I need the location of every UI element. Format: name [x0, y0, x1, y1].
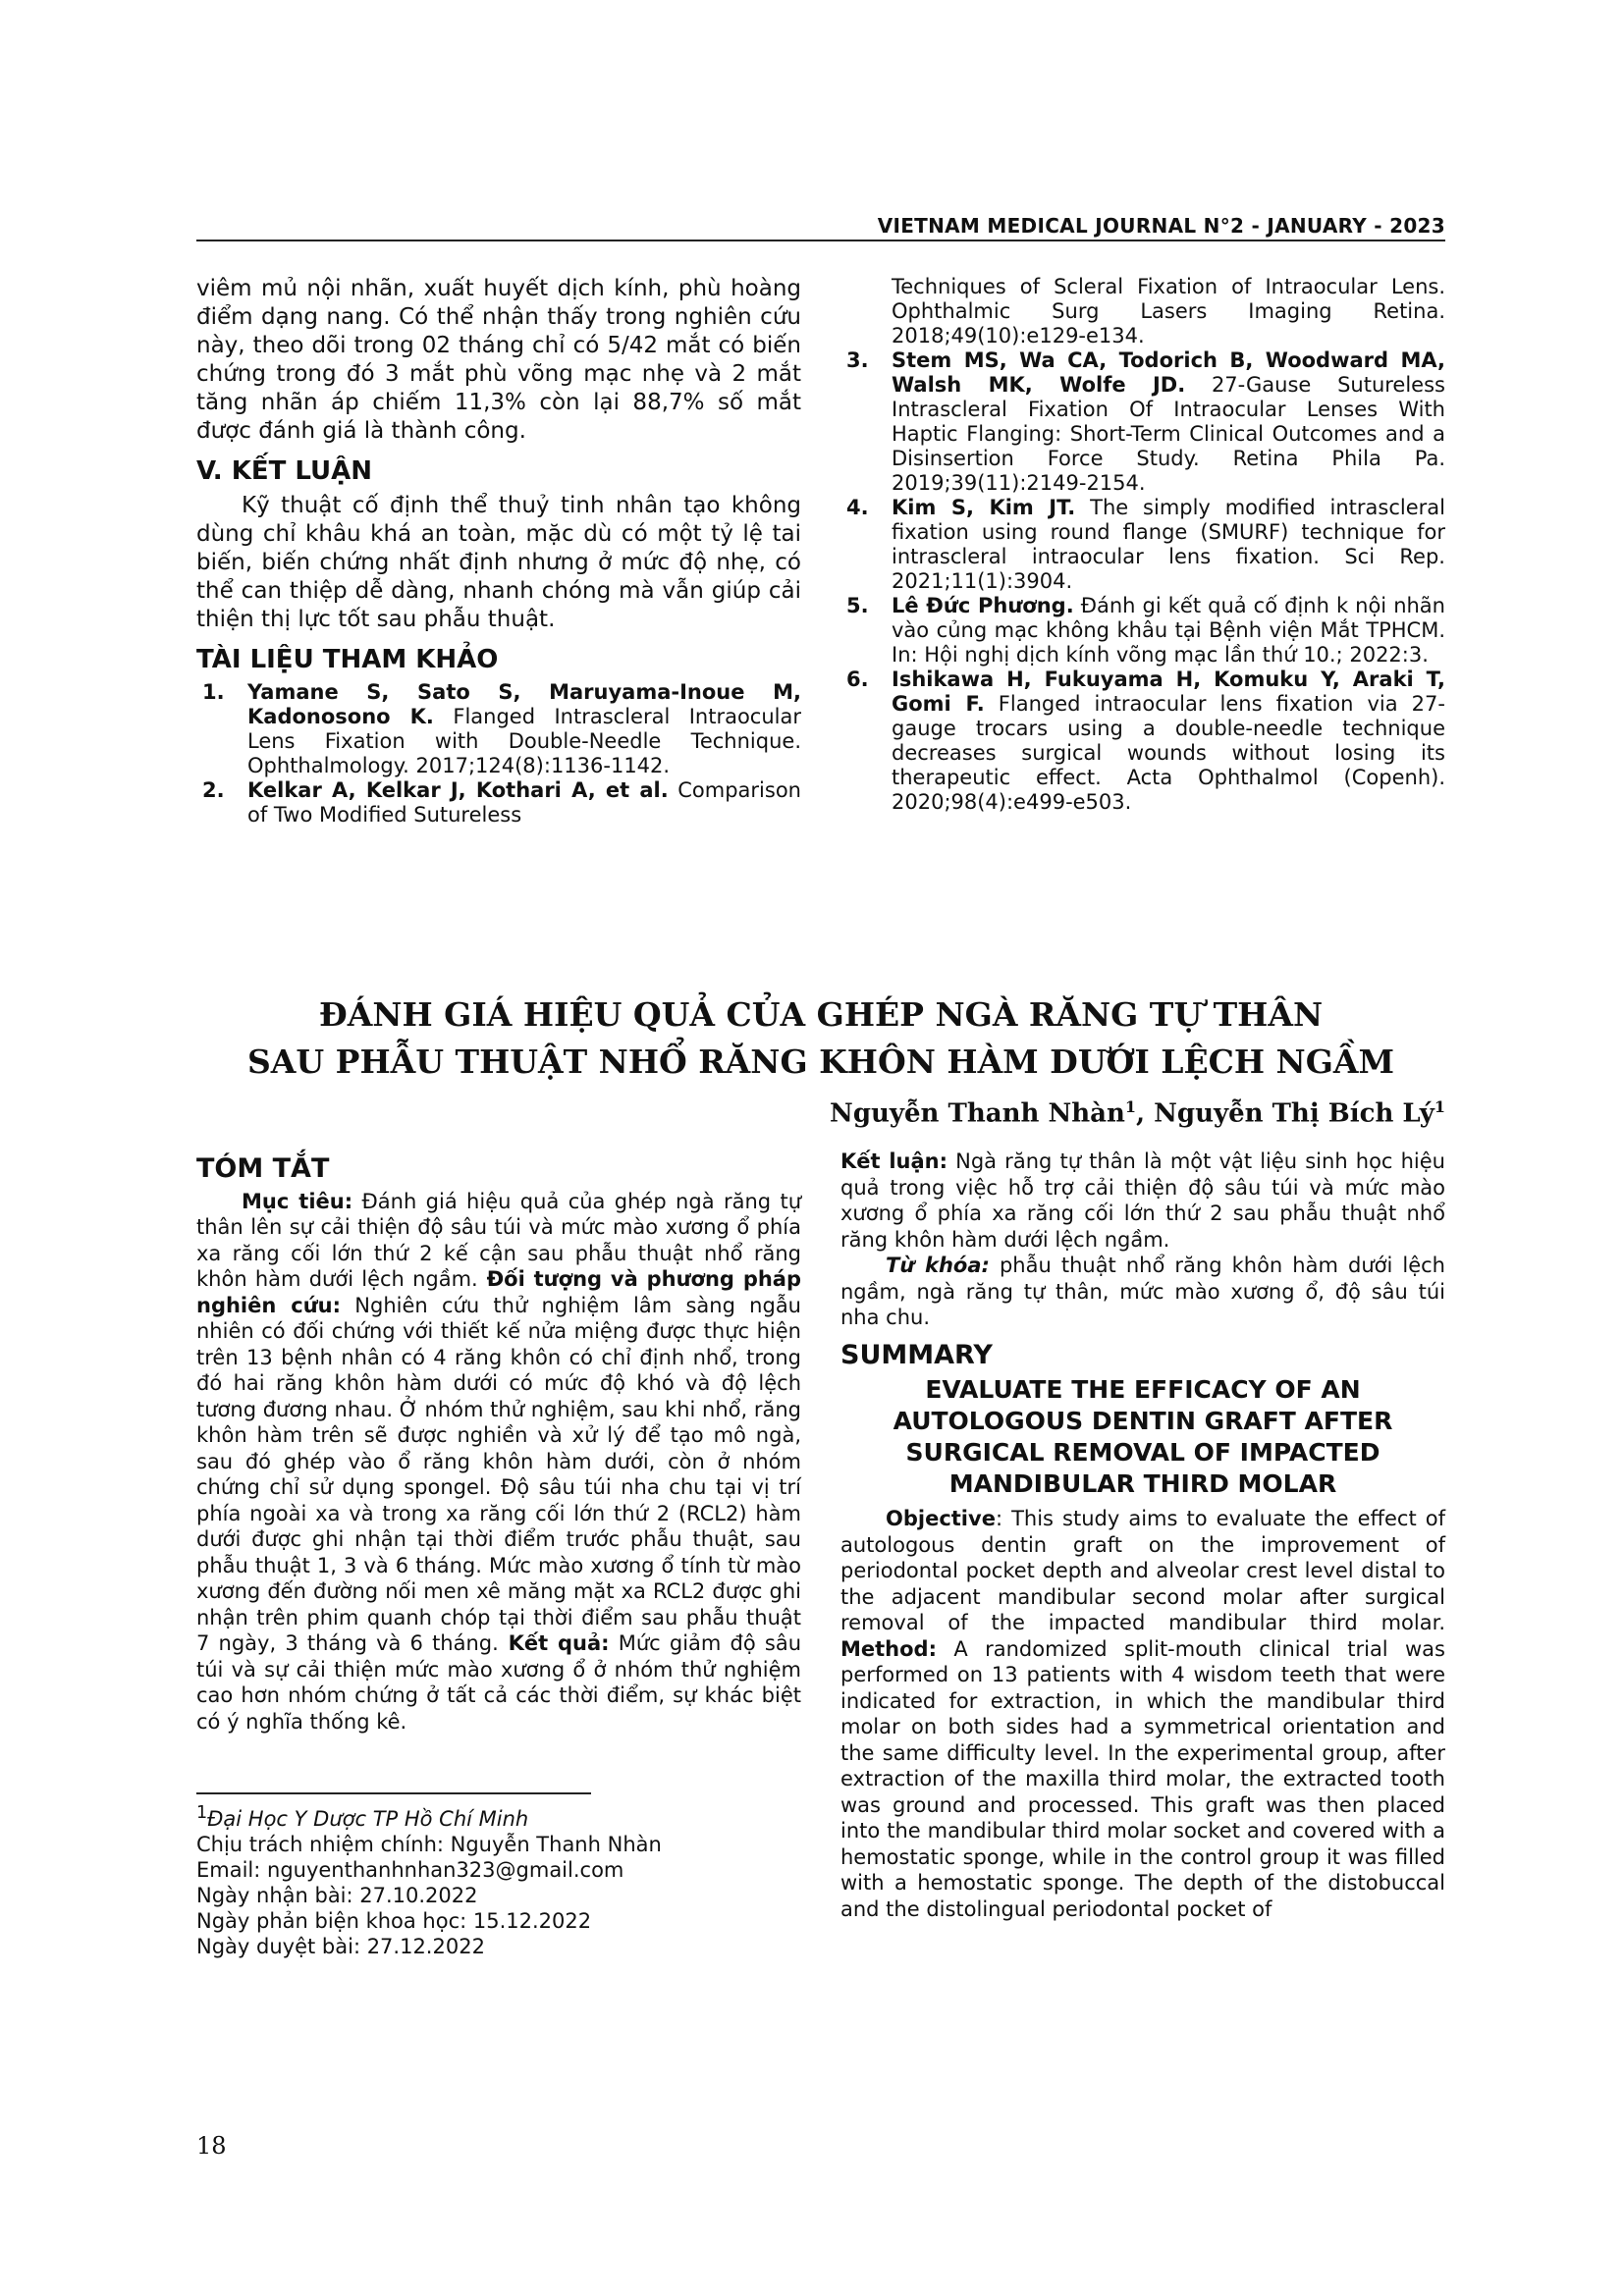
- author-1-affiliation: 1: [1124, 1097, 1137, 1116]
- reference-list-right: [840, 275, 1445, 815]
- reference-number: 2.: [202, 778, 225, 802]
- footnote-responsible: Chịu trách nhiệm chính: Nguyễn Thanh Nhàn: [196, 1833, 662, 1856]
- footnote-received: Ngày nhận bài: 27.10.2022: [196, 1884, 478, 1907]
- reference-text: 27-Gause Sutureless Intrascleral Fixation Of Intraocular Lenses With Haptic Flanging: Short-Term Clinical Outcomes and a Disinsertion Force Study. Retina Phila Pa. 2019;39(11):2149-2154.: [892, 373, 1445, 495]
- header-rule: [196, 240, 1445, 241]
- objective-text: : This study aims to evaluate the effect of autologous dentin graft on the improvement of periodontal pocket depth and alveolar crest level distal to the adjacent mandibular second molar after surgical removal of the impacted mandibular third molar.: [840, 1507, 1445, 1634]
- reference-item: [840, 348, 1445, 496]
- label-objective: Objective: [886, 1507, 996, 1530]
- reference-text: Flanged Intrascleral Intraocular Lens Fixation with Double-Needle Technique. Ophthalmology. 2017;124(8):1136-1142.: [247, 705, 802, 777]
- top-left-column: [196, 275, 801, 828]
- article-authors: Nguyễn Thanh Nhàn$^1$, Nguyễn Thị Bích $Lý^1$: [830, 1097, 1445, 1129]
- label-objective-vi: Mục tiêu:: [242, 1189, 353, 1213]
- abstract-heading: TÓM TẮT: [196, 1153, 330, 1184]
- results-vi-text: Mức giảm độ sâu túi và sự cải thiện mức mào xương ổ ở nhóm thử nghiệm cao hơn nhóm chứng ở tất cả các thời điểm, sự khác biệt có ý nghĩa thống kê.: [196, 1631, 801, 1734]
- reference-number: 4.: [846, 496, 869, 519]
- article-title-line-2: SAU PHẪU THUẬT NHỔ RĂNG KHÔN HÀM DƯỚI LỆCH NGẦM: [246, 1042, 1395, 1081]
- reference-number: 1.: [202, 680, 225, 704]
- reference-number: 6.: [846, 667, 869, 691]
- conclusion-vi-text: Ngà răng tự thân là một vật liệu sinh học hiệu quả trong việc hỗ trợ cải thiện độ sâu túi và mức mào xương ổ phía xa răng cối lớn thứ 2 sau phẫu thuật nhổ răng khôn hàm dưới lệch ngầm.: [840, 1149, 1445, 1252]
- reference-item: [840, 594, 1445, 667]
- footnote-rule: [196, 1792, 591, 1794]
- footnote-accepted: Ngày duyệt bài: 27.12.2022: [196, 1935, 485, 1958]
- reference-authors: Yamane S, Sato S, Maruyama-Inoue M, Kadonosono K.: [247, 680, 801, 728]
- footnote-reviewed: Ngày phản biện khoa học: 15.12.2022: [196, 1909, 592, 1933]
- reference-authors: Kim S, Kim JT.: [892, 496, 1076, 519]
- abstract-right-column: [840, 1148, 1445, 1922]
- footnote-affiliation: [196, 1800, 707, 1832]
- summary-title: EVALUATE THE EFFICACY OF AN AUTOLOGOUS DENTIN GRAFT AFTER SURGICAL REMOVAL OF IMPACTED MANDIBULAR THIRD MOLAR: [893, 1375, 1393, 1498]
- footnote-affiliation-text: Đại Học Y Dược TP Hồ Chí Minh: [207, 1807, 529, 1831]
- reference-text: Flanged intraocular lens fixation via 27-gauge trocars using a double-needle technique decreases surgical wounds without losing its therapeutic effect. Acta Ophthalmol (Copenh). 2020;98(4):e499-e503.: [892, 692, 1445, 814]
- reference-item: [840, 275, 1445, 348]
- footnote: [196, 1800, 707, 1959]
- page-number: 18: [196, 2132, 227, 2160]
- label-method: Method:: [840, 1636, 937, 1661]
- author-1: Nguyễn Thanh Nhàn: [830, 1098, 1125, 1129]
- article-title: [196, 991, 1445, 1086]
- reference-number: 3.: [846, 348, 869, 372]
- references-heading: TÀI LIỆU THAM KHẢO: [196, 645, 499, 674]
- label-method-vi: Đối tượng và phương pháp nghiên cứu:: [196, 1267, 801, 1317]
- reference-item: [196, 778, 801, 828]
- journal-header: VIETNAM MEDICAL JOURNAL N°2 - JANUARY - 2023: [877, 214, 1445, 238]
- footnote-email: Email: nguyenthanhnhan323@gmail.com: [196, 1858, 624, 1882]
- reference-authors: Kelkar A, Kelkar J, Kothari A, et al.: [247, 778, 669, 802]
- discussion-paragraph: viêm mủ nội nhãn, xuất huyết dịch kính, phù hoàng điểm dạng nang. Có thể nhận thấy trong nghiên cứu này, theo dõi trong 02 tháng chỉ có 5/42 mắt có biến chứng trong đó 3 mắt phù võng mạc nhẹ và 2 mắt tăng nhãn áp chiếm 11,3% còn lại 88,7% số mắt được đánh giá là thành công.: [196, 276, 801, 444]
- label-results-vi: Kết quả:: [498, 1631, 610, 1655]
- conclusion-heading: V. KẾT LUẬN: [196, 456, 373, 486]
- keywords-vi-text: phẫu thuật nhổ răng khôn hàm dưới lệch ngầm, ngà răng tự thân, mức mào xương ổ, độ sâu túi nha chu.: [840, 1254, 1445, 1329]
- article-title-line-1: ĐÁNH GIÁ HIỆU QUẢ CỦA GHÉP NGÀ RĂNG TỰ THÂN: [318, 995, 1324, 1034]
- label-keywords-vi: Từ khóa:: [886, 1254, 990, 1277]
- reference-authors: Lê Đức Phương.: [892, 594, 1074, 617]
- reference-text: The simply modified intrascleral fixation using round flange (SMURF) technique for intrascleral intraocular lens fixation. Sci Rep. 2021;11(1):3904.: [892, 496, 1445, 593]
- reference-number: 5.: [846, 594, 869, 617]
- reference-item: [840, 496, 1445, 594]
- keywords-vi: [840, 1253, 1445, 1331]
- footnote-affiliation-mark: 1: [196, 1803, 208, 1823]
- abstract-vi-column: [196, 1153, 802, 1735]
- reference-authors: Stem MS, Wa CA, Todorich B, Woodward MA, Walsh MK, Wolfe JD.: [892, 348, 1445, 397]
- reference-text: Đánh gi kết quả cố định k nội nhãn vào củng mạc không khâu tại Bệnh viện Mắt TPHCM. In: Hội nghị dịch kính võng mạc lần thứ 10.; 2022:3.: [892, 594, 1445, 667]
- reference-authors: Ishikawa H, Fukuyama H, Komuku Y, Araki T, Gomi F.: [892, 667, 1445, 716]
- abstract-vi-conclusion: [840, 1148, 1445, 1253]
- author-2-affiliation: 1: [1434, 1097, 1445, 1116]
- reference-item: [840, 667, 1445, 815]
- reference-list-left: [196, 680, 801, 828]
- reference-text: Techniques of Scleral Fixation of Intraocular Lens. Ophthalmic Surg Lasers Imaging Retina. 2018;49(10):e129-e134.: [892, 275, 1445, 347]
- objective-vi-text: Đánh giá hiệu quả của ghép ngà răng tự thân lên sự cải thiện độ sâu túi và mức mào xương ổ phía xa răng cối lớn thứ 2 kế cận sau phẫu thuật nhổ răng khôn hàm dưới lệch ngầm.: [196, 1189, 802, 1291]
- label-conclusion-vi: Kết luận:: [840, 1149, 947, 1173]
- reference-text: Comparison of Two Modified Sutureless: [247, 778, 801, 827]
- author-2: Nguyễn Thị Bích Lý: [1154, 1098, 1435, 1129]
- method-vi-text: Nghiên cứu thử nghiệm lâm sàng ngẫu nhiên có đối chứng với thiết kế nửa miệng được thực hiện trên 13 bệnh nhân có 4 răng khôn có chỉ định nhổ, trong đó hai răng khôn hàm dưới có mức độ khó và độ lệch tương đương nhau. Ở nhóm thử nghiệm, sau khi nhổ, răng khôn hàm trên sẽ được nghiền và xử lý để tạo mô ngà, sau đó ghép vào ổ răng khôn hàm dưới, còn ở nhóm chứng chỉ sử dụng spongel. Độ sâu túi nha chu tại vị trí phía ngoài xa và trong xa răng cối lớn thứ 2 (RCL2) hàm dưới được ghi nhận tại thời điểm trước phẫu thuật, sau phẫu thuật 1, 3 và 6 tháng. Mức mào xương ổ tính từ mào xương đến đường nối men xê măng mặt xa RCL2 được ghi nhận trên phim quanh chóp tại thời điểm sau phẫu thuật 7 ngày, 3 tháng và 6 tháng.: [196, 1293, 801, 1655]
- abstract-vi-body: [196, 1189, 801, 1735]
- method-text: A randomized split-mouth clinical trial was performed on 13 patients with 4 wisdom teeth that were indicated for extraction, in which the mandibular third molar on both sides had a symmetrical orientation and the same difficulty level. In the experimental group, after extraction of the maxilla third molar, the extracted tooth was ground and processed. This graft was then placed into the mandibular third molar socket and covered with a hemostatic sponge, while in the control group it was filled with a hemostatic sponge. The depth of the distobuccal and the distolingual periodontal pocket of: [840, 1636, 1445, 1921]
- summary-heading: SUMMARY: [840, 1339, 993, 1370]
- conclusion-text: Kỹ thuật cố định thể thuỷ tinh nhân tạo không dùng chỉ khâu khá an toàn, mặc dù có một tỷ lệ tai biến, biến chứng nhất định nhưng ở mức độ nhẹ, có thể can thiệp dễ dàng, nhanh chóng mà vẫn giúp cải thiện thị lực tốt sau phẫu thuật.: [196, 493, 801, 632]
- top-right-column: [840, 275, 1445, 815]
- summary-body: [840, 1506, 1445, 1922]
- reference-item: [196, 680, 801, 778]
